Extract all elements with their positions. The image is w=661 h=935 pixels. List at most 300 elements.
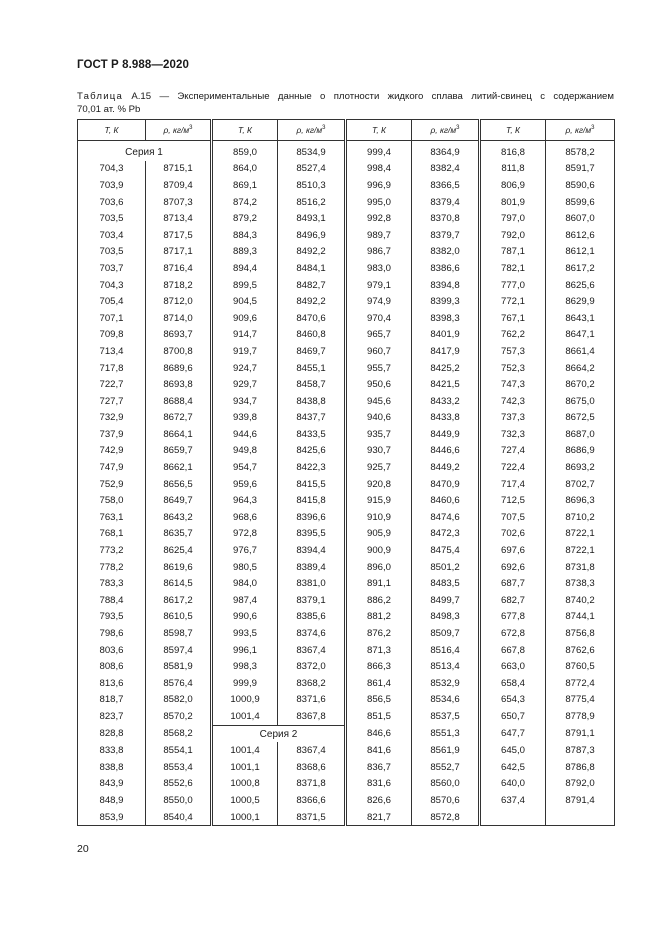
table-row xyxy=(78,642,615,659)
temperature-cell: 757,3 xyxy=(480,343,546,360)
density-cell: 8534,9 xyxy=(278,141,346,161)
density-cell: 8787,3 xyxy=(546,742,615,759)
density-cell: 8382,0 xyxy=(412,244,480,261)
density-cell: 8693,8 xyxy=(146,376,212,393)
density-cell: 8629,9 xyxy=(546,293,615,310)
table-row xyxy=(78,776,615,793)
density-cell: 8469,7 xyxy=(278,343,346,360)
density-cell: 8455,1 xyxy=(278,360,346,377)
temperature-cell: 762,2 xyxy=(480,327,546,344)
temperature-cell: 793,5 xyxy=(78,609,146,626)
density-cell: 8379,1 xyxy=(278,592,346,609)
density-cell: 8578,2 xyxy=(546,141,615,161)
density-cell: 8722,1 xyxy=(546,542,615,559)
temperature-cell: 798,6 xyxy=(78,625,146,642)
temperature-cell: 965,7 xyxy=(346,327,412,344)
col-header-density-label: ρ, кг/м xyxy=(430,125,457,135)
table-row xyxy=(78,177,615,194)
table-row xyxy=(78,343,615,360)
table-row xyxy=(78,792,615,809)
temperature-cell: 703,4 xyxy=(78,227,146,244)
temperature-cell: 836,7 xyxy=(346,759,412,776)
density-cell: 8572,8 xyxy=(412,809,480,826)
table-row xyxy=(78,293,615,310)
density-cell: 8532,9 xyxy=(412,675,480,692)
table-row xyxy=(78,426,615,443)
temperature-cell: 853,9 xyxy=(78,809,146,826)
density-cell: 8599,6 xyxy=(546,194,615,211)
temperature-cell: 1001,4 xyxy=(212,708,278,725)
density-cell: 8643,1 xyxy=(546,310,615,327)
density-cell: 8554,1 xyxy=(146,742,212,759)
temperature-cell: 703,7 xyxy=(78,260,146,277)
density-cell: 8740,2 xyxy=(546,592,615,609)
density-cell: 8433,8 xyxy=(412,410,480,427)
temperature-cell: 813,6 xyxy=(78,675,146,692)
temperature-cell: 976,7 xyxy=(212,542,278,559)
temperature-cell: 993,5 xyxy=(212,625,278,642)
col-header-temperature: Т, К xyxy=(346,120,412,141)
temperature-cell: 924,7 xyxy=(212,360,278,377)
density-cell: 8617,2 xyxy=(546,260,615,277)
density-cell: 8552,7 xyxy=(412,759,480,776)
density-cell: 8772,4 xyxy=(546,675,615,692)
density-cell: 8717,1 xyxy=(146,244,212,261)
temperature-cell: 919,7 xyxy=(212,343,278,360)
empty-cell xyxy=(546,809,615,826)
density-cell: 8449,9 xyxy=(412,426,480,443)
col-header-density-label: ρ, кг/м xyxy=(565,125,592,135)
density-cell: 8687,0 xyxy=(546,426,615,443)
density-cell: 8550,0 xyxy=(146,792,212,809)
density-cell: 8395,5 xyxy=(278,526,346,543)
table-row xyxy=(78,210,615,227)
temperature-cell: 841,6 xyxy=(346,742,412,759)
density-cell: 8437,7 xyxy=(278,410,346,427)
temperature-cell: 811,8 xyxy=(480,161,546,178)
density-cell: 8762,6 xyxy=(546,642,615,659)
density-cell: 8561,9 xyxy=(412,742,480,759)
density-cell: 8597,4 xyxy=(146,642,212,659)
temperature-cell: 702,6 xyxy=(480,526,546,543)
temperature-cell: 654,3 xyxy=(480,692,546,709)
density-cell: 8553,4 xyxy=(146,759,212,776)
temperature-cell: 984,0 xyxy=(212,575,278,592)
density-cell: 8672,7 xyxy=(146,410,212,427)
density-cell: 8551,3 xyxy=(412,725,480,742)
table-row xyxy=(78,692,615,709)
temperature-cell: 1000,5 xyxy=(212,792,278,809)
density-cell: 8371,8 xyxy=(278,776,346,793)
temperature-cell: 861,4 xyxy=(346,675,412,692)
density-cell: 8433,5 xyxy=(278,426,346,443)
density-cell: 8492,2 xyxy=(278,293,346,310)
temperature-cell: 783,3 xyxy=(78,575,146,592)
density-cell: 8672,5 xyxy=(546,410,615,427)
temperature-cell: 920,8 xyxy=(346,476,412,493)
table-row xyxy=(78,609,615,626)
temperature-cell: 727,4 xyxy=(480,443,546,460)
col-header-temperature: Т, К xyxy=(78,120,146,141)
density-cell: 8710,2 xyxy=(546,509,615,526)
density-cell: 8717,5 xyxy=(146,227,212,244)
table-row xyxy=(78,459,615,476)
temperature-cell: 705,4 xyxy=(78,293,146,310)
density-cell: 8686,9 xyxy=(546,443,615,460)
density-cell: 8619,6 xyxy=(146,559,212,576)
table-row xyxy=(78,161,615,178)
density-cell: 8560,0 xyxy=(412,776,480,793)
density-cell: 8510,3 xyxy=(278,177,346,194)
temperature-cell: 945,6 xyxy=(346,393,412,410)
temperature-cell: 914,7 xyxy=(212,327,278,344)
caption-line-1 xyxy=(77,90,614,103)
density-cell: 8379,4 xyxy=(412,194,480,211)
density-cell: 8516,4 xyxy=(412,642,480,659)
density-cell: 8421,5 xyxy=(412,376,480,393)
temperature-cell: 732,3 xyxy=(480,426,546,443)
density-cell: 8382,4 xyxy=(412,161,480,178)
density-cell: 8612,1 xyxy=(546,244,615,261)
density-cell: 8385,6 xyxy=(278,609,346,626)
temperature-cell: 904,5 xyxy=(212,293,278,310)
temperature-cell: 704,3 xyxy=(78,161,146,178)
temperature-cell: 788,4 xyxy=(78,592,146,609)
density-cell: 8496,9 xyxy=(278,227,346,244)
temperature-cell: 970,4 xyxy=(346,310,412,327)
density-cell: 8709,4 xyxy=(146,177,212,194)
temperature-cell: 900,9 xyxy=(346,542,412,559)
density-cell: 8394,4 xyxy=(278,542,346,559)
density-cell: 8470,9 xyxy=(412,476,480,493)
table-row xyxy=(78,310,615,327)
density-cell: 8656,5 xyxy=(146,476,212,493)
temperature-cell: 703,9 xyxy=(78,177,146,194)
temperature-cell: 929,7 xyxy=(212,376,278,393)
density-cell: 8570,2 xyxy=(146,708,212,725)
temperature-cell: 703,6 xyxy=(78,194,146,211)
temperature-cell: 792,0 xyxy=(480,227,546,244)
temperature-cell: 999,9 xyxy=(212,675,278,692)
col-header-density-exponent: 3 xyxy=(456,125,460,132)
density-cell: 8722,1 xyxy=(546,526,615,543)
temperature-cell: 876,2 xyxy=(346,625,412,642)
density-cell: 8372,0 xyxy=(278,658,346,675)
density-cell: 8401,9 xyxy=(412,327,480,344)
temperature-cell: 871,3 xyxy=(346,642,412,659)
temperature-cell: 828,8 xyxy=(78,725,146,742)
density-cell: 8738,3 xyxy=(546,575,615,592)
density-cell: 8693,2 xyxy=(546,459,615,476)
temperature-cell: 955,7 xyxy=(346,360,412,377)
density-cell: 8649,7 xyxy=(146,492,212,509)
density-cell: 8460,6 xyxy=(412,492,480,509)
temperature-cell: 722,4 xyxy=(480,459,546,476)
col-header-density-exponent: 3 xyxy=(591,125,595,132)
density-cell: 8415,8 xyxy=(278,492,346,509)
density-cell: 8509,7 xyxy=(412,625,480,642)
density-cell: 8386,6 xyxy=(412,260,480,277)
temperature-cell: 687,7 xyxy=(480,575,546,592)
temperature-cell: 980,5 xyxy=(212,559,278,576)
density-cell: 8368,2 xyxy=(278,675,346,692)
density-cell: 8610,5 xyxy=(146,609,212,626)
temperature-cell: 894,4 xyxy=(212,260,278,277)
density-cell: 8367,8 xyxy=(278,708,346,725)
temperature-cell: 773,2 xyxy=(78,542,146,559)
temperature-cell: 987,4 xyxy=(212,592,278,609)
temperature-cell: 905,9 xyxy=(346,526,412,543)
density-cell: 8433,2 xyxy=(412,393,480,410)
temperature-cell: 682,7 xyxy=(480,592,546,609)
density-cell: 8635,7 xyxy=(146,526,212,543)
temperature-cell: 886,2 xyxy=(346,592,412,609)
header-row xyxy=(78,120,615,141)
temperature-cell: 816,8 xyxy=(480,141,546,161)
temperature-cell: 742,3 xyxy=(480,393,546,410)
temperature-cell: 949,8 xyxy=(212,443,278,460)
temperature-cell: 843,9 xyxy=(78,776,146,793)
temperature-cell: 821,7 xyxy=(346,809,412,826)
density-cell: 8661,4 xyxy=(546,343,615,360)
page-number: 20 xyxy=(77,843,89,855)
temperature-cell: 968,6 xyxy=(212,509,278,526)
table-caption xyxy=(77,90,614,116)
temperature-cell: 998,4 xyxy=(346,161,412,178)
density-cell: 8371,6 xyxy=(278,692,346,709)
temperature-cell: 787,1 xyxy=(480,244,546,261)
density-data-table xyxy=(77,119,615,826)
density-cell: 8702,7 xyxy=(546,476,615,493)
temperature-cell: 910,9 xyxy=(346,509,412,526)
density-cell: 8422,3 xyxy=(278,459,346,476)
temperature-cell: 1000,9 xyxy=(212,692,278,709)
temperature-cell: 703,5 xyxy=(78,244,146,261)
density-cell: 8647,1 xyxy=(546,327,615,344)
density-cell: 8399,3 xyxy=(412,293,480,310)
table-row xyxy=(78,141,615,161)
temperature-cell: 950,6 xyxy=(346,376,412,393)
col-header-density-label: ρ, кг/м xyxy=(163,125,190,135)
temperature-cell: 1000,8 xyxy=(212,776,278,793)
temperature-cell: 778,2 xyxy=(78,559,146,576)
density-cell: 8713,4 xyxy=(146,210,212,227)
density-cell: 8581,9 xyxy=(146,658,212,675)
temperature-cell: 752,9 xyxy=(78,476,146,493)
temperature-cell: 1000,1 xyxy=(212,809,278,826)
temperature-cell: 637,4 xyxy=(480,792,546,809)
temperature-cell: 944,6 xyxy=(212,426,278,443)
temperature-cell: 722,7 xyxy=(78,376,146,393)
density-cell: 8484,1 xyxy=(278,260,346,277)
document-header: ГОСТ Р 8.988—2020 xyxy=(77,59,189,71)
density-cell: 8786,8 xyxy=(546,759,615,776)
temperature-cell: 697,6 xyxy=(480,542,546,559)
temperature-cell: 884,3 xyxy=(212,227,278,244)
density-cell: 8792,0 xyxy=(546,776,615,793)
col-header-density-label: ρ, кг/м xyxy=(296,125,323,135)
series-label-1: Серия 1 xyxy=(78,141,212,161)
density-cell: 8791,1 xyxy=(546,725,615,742)
temperature-cell: 703,5 xyxy=(78,210,146,227)
table-row xyxy=(78,526,615,543)
density-cell: 8527,4 xyxy=(278,161,346,178)
density-cell: 8425,2 xyxy=(412,360,480,377)
col-header-density xyxy=(278,120,346,141)
temperature-cell: 972,8 xyxy=(212,526,278,543)
temperature-cell: 925,7 xyxy=(346,459,412,476)
density-cell: 8415,5 xyxy=(278,476,346,493)
temperature-cell: 986,7 xyxy=(346,244,412,261)
temperature-cell: 940,6 xyxy=(346,410,412,427)
density-cell: 8715,1 xyxy=(146,161,212,178)
temperature-cell: 979,1 xyxy=(346,277,412,294)
temperature-cell: 826,6 xyxy=(346,792,412,809)
table-row xyxy=(78,410,615,427)
temperature-cell: 983,0 xyxy=(346,260,412,277)
density-cell: 8449,2 xyxy=(412,459,480,476)
temperature-cell: 767,1 xyxy=(480,310,546,327)
temperature-cell: 803,6 xyxy=(78,642,146,659)
temperature-cell: 818,7 xyxy=(78,692,146,709)
temperature-cell: 642,5 xyxy=(480,759,546,776)
table-row xyxy=(78,542,615,559)
temperature-cell: 727,7 xyxy=(78,393,146,410)
density-cell: 8379,7 xyxy=(412,227,480,244)
table-row xyxy=(78,393,615,410)
temperature-cell: 823,7 xyxy=(78,708,146,725)
temperature-cell: 954,7 xyxy=(212,459,278,476)
temperature-cell: 717,8 xyxy=(78,360,146,377)
density-cell: 8499,7 xyxy=(412,592,480,609)
temperature-cell: 692,6 xyxy=(480,559,546,576)
density-cell: 8718,2 xyxy=(146,277,212,294)
temperature-cell: 959,6 xyxy=(212,476,278,493)
density-cell: 8501,2 xyxy=(412,559,480,576)
density-cell: 8482,7 xyxy=(278,277,346,294)
temperature-cell: 869,1 xyxy=(212,177,278,194)
density-cell: 8664,2 xyxy=(546,360,615,377)
temperature-cell: 874,2 xyxy=(212,194,278,211)
temperature-cell: 732,9 xyxy=(78,410,146,427)
density-cell: 8540,4 xyxy=(146,809,212,826)
temperature-cell: 650,7 xyxy=(480,708,546,725)
temperature-cell: 713,4 xyxy=(78,343,146,360)
temperature-cell: 846,6 xyxy=(346,725,412,742)
density-cell: 8612,6 xyxy=(546,227,615,244)
table-row xyxy=(78,809,615,826)
density-cell: 8368,6 xyxy=(278,759,346,776)
temperature-cell: 889,3 xyxy=(212,244,278,261)
density-cell: 8483,5 xyxy=(412,575,480,592)
density-cell: 8598,7 xyxy=(146,625,212,642)
series-label-2: Серия 2 xyxy=(212,725,346,742)
density-cell: 8438,8 xyxy=(278,393,346,410)
temperature-cell: 704,3 xyxy=(78,277,146,294)
temperature-cell: 801,9 xyxy=(480,194,546,211)
temperature-cell: 935,7 xyxy=(346,426,412,443)
temperature-cell: 747,9 xyxy=(78,459,146,476)
density-cell: 8643,2 xyxy=(146,509,212,526)
density-cell: 8374,6 xyxy=(278,625,346,642)
temperature-cell: 939,8 xyxy=(212,410,278,427)
temperature-cell: 707,5 xyxy=(480,509,546,526)
temperature-cell: 640,0 xyxy=(480,776,546,793)
density-cell: 8417,9 xyxy=(412,343,480,360)
density-cell: 8707,3 xyxy=(146,194,212,211)
table-row xyxy=(78,443,615,460)
temperature-cell: 707,1 xyxy=(78,310,146,327)
density-cell: 8659,7 xyxy=(146,443,212,460)
density-cell: 8775,4 xyxy=(546,692,615,709)
temperature-cell: 856,5 xyxy=(346,692,412,709)
density-cell: 8446,6 xyxy=(412,443,480,460)
temperature-cell: 709,8 xyxy=(78,327,146,344)
density-cell: 8756,8 xyxy=(546,625,615,642)
density-cell: 8475,4 xyxy=(412,542,480,559)
density-cell: 8367,4 xyxy=(278,642,346,659)
temperature-cell: 996,9 xyxy=(346,177,412,194)
density-cell: 8568,2 xyxy=(146,725,212,742)
temperature-cell: 848,9 xyxy=(78,792,146,809)
temperature-cell: 879,2 xyxy=(212,210,278,227)
density-cell: 8474,6 xyxy=(412,509,480,526)
density-cell: 8552,6 xyxy=(146,776,212,793)
table-row xyxy=(78,592,615,609)
density-cell: 8693,7 xyxy=(146,327,212,344)
temperature-cell: 663,0 xyxy=(480,658,546,675)
temperature-cell: 672,8 xyxy=(480,625,546,642)
table-row xyxy=(78,708,615,725)
temperature-cell: 712,5 xyxy=(480,492,546,509)
temperature-cell: 833,8 xyxy=(78,742,146,759)
temperature-cell: 777,0 xyxy=(480,277,546,294)
temperature-cell: 806,9 xyxy=(480,177,546,194)
temperature-cell: 658,4 xyxy=(480,675,546,692)
density-cell: 8778,9 xyxy=(546,708,615,725)
density-cell: 8516,2 xyxy=(278,194,346,211)
density-cell: 8381,0 xyxy=(278,575,346,592)
temperature-cell: 768,1 xyxy=(78,526,146,543)
col-header-density xyxy=(546,120,615,141)
density-cell: 8675,0 xyxy=(546,393,615,410)
density-cell: 8425,6 xyxy=(278,443,346,460)
density-cell: 8731,8 xyxy=(546,559,615,576)
density-cell: 8513,4 xyxy=(412,658,480,675)
empty-cell xyxy=(480,809,546,826)
temperature-cell: 989,7 xyxy=(346,227,412,244)
density-cell: 8366,5 xyxy=(412,177,480,194)
table-row xyxy=(78,742,615,759)
table-row xyxy=(78,476,615,493)
table-row xyxy=(78,575,615,592)
density-cell: 8366,6 xyxy=(278,792,346,809)
col-header-density xyxy=(412,120,480,141)
density-cell: 8398,3 xyxy=(412,310,480,327)
temperature-cell: 645,0 xyxy=(480,742,546,759)
density-cell: 8493,1 xyxy=(278,210,346,227)
density-cell: 8591,7 xyxy=(546,161,615,178)
density-cell: 8614,5 xyxy=(146,575,212,592)
temperature-cell: 717,4 xyxy=(480,476,546,493)
density-cell: 8394,8 xyxy=(412,277,480,294)
temperature-cell: 851,5 xyxy=(346,708,412,725)
temperature-cell: 896,0 xyxy=(346,559,412,576)
col-header-temperature: Т, К xyxy=(212,120,278,141)
density-cell: 8607,0 xyxy=(546,210,615,227)
temperature-cell: 747,3 xyxy=(480,376,546,393)
temperature-cell: 930,7 xyxy=(346,443,412,460)
